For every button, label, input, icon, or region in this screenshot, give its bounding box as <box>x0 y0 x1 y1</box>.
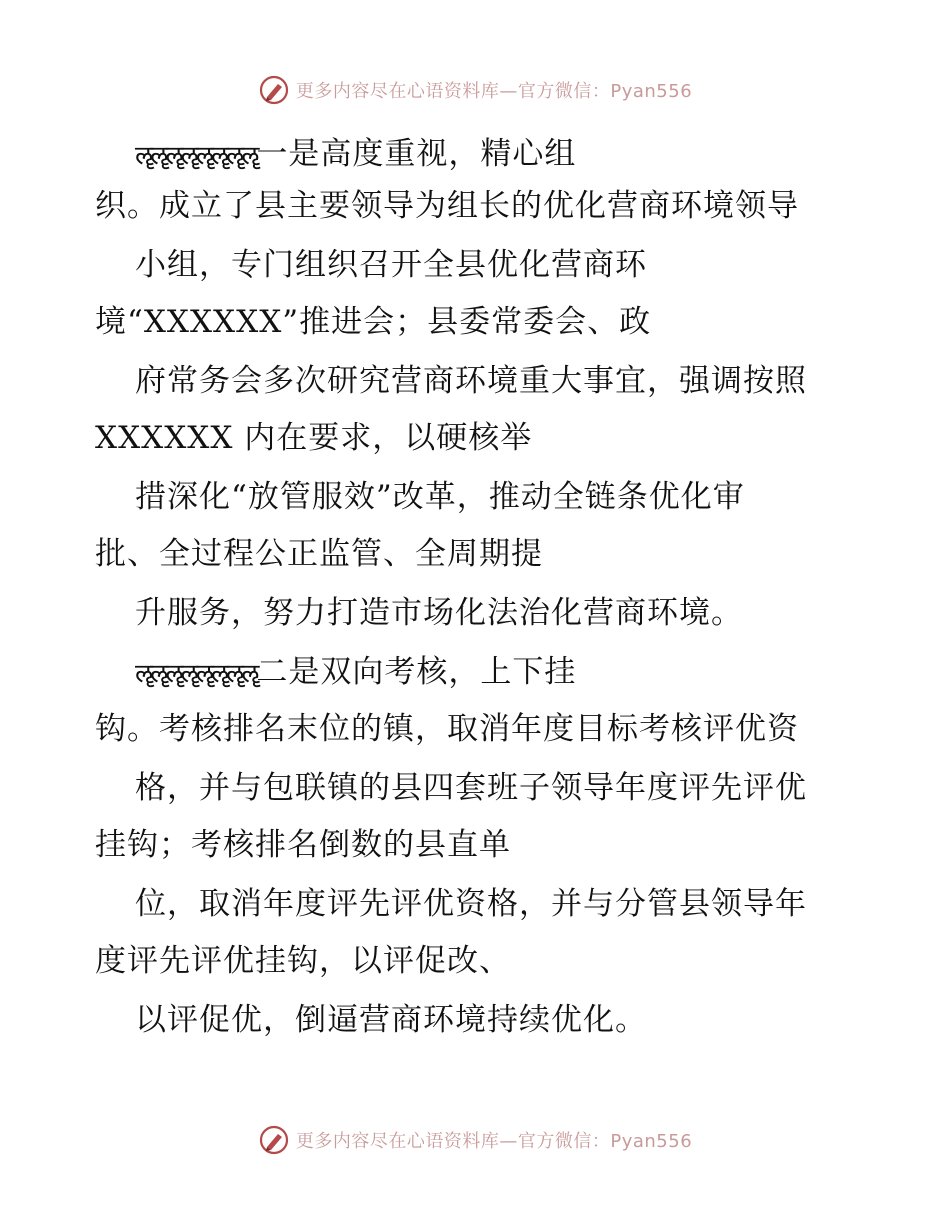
banner-text <box>296 1127 692 1153</box>
banner-separator: — <box>499 81 518 102</box>
text-line: 小组，专门组织召开全县优化营商环 <box>135 247 647 283</box>
text-line: 挂钩；考核排名倒数的县直单 <box>95 827 511 863</box>
banner-main-text: 更多内容尽在心语资料库 <box>295 1131 500 1152</box>
pen-logo-icon <box>258 1124 290 1156</box>
text-line: 府常务会多次研究营商环境重大事宜，强调按照 <box>135 363 807 399</box>
text-line: 织。成立了县主要领导为组长的优化营商环境领导 <box>95 188 799 224</box>
banner-main-text: 更多内容尽在心语资料库 <box>295 81 500 102</box>
header-banner <box>0 70 950 110</box>
banner-wechat-text: 官方微信：Pyan556 <box>517 1131 693 1152</box>
paragraph-2-line-1 <box>135 646 576 700</box>
text-line: 位，取消年度评先评优资格，并与分管县领导年 <box>135 886 807 922</box>
text-line: 钩。考核排名末位的镇，取消年度目标考核评优资 <box>95 711 799 747</box>
text-line: 境“XXXXXX”推进会；县委常委会、政 <box>95 304 652 340</box>
footer-banner <box>0 1120 950 1160</box>
text-line: 一是高度重视，精心组 <box>256 136 577 172</box>
text-line: 度评先评优挂钩，以评促改、 <box>95 943 511 979</box>
banner-text <box>296 77 692 103</box>
text-line: XXXXXX 内在要求，以硬核举 <box>95 420 533 456</box>
paragraph-1-line-1 <box>135 128 576 182</box>
text-line: 升服务，努力打造市场化法治化营商环境。 <box>135 595 743 631</box>
text-line: 以评促优，倒逼营商环境持续优化。 <box>135 1002 647 1038</box>
banner-wechat-text: 官方微信：Pyan556 <box>517 81 693 102</box>
text-line: 二是双向考核，上下挂 <box>256 654 577 690</box>
text-line: 格，并与包联镇的县四套班子领导年度评先评优 <box>135 770 807 806</box>
ornament-decoration: ॡॡॡॡॡॡॡॡ <box>135 659 257 689</box>
banner-separator: — <box>499 1131 518 1152</box>
text-line: 批、全过程公正监管、全周期提 <box>95 536 543 572</box>
pen-logo-icon <box>258 74 290 106</box>
text-line: 措深化“放管服效”改革，推动全链条优化审 <box>135 479 745 515</box>
ornament-decoration: ॡॡॡॡॡॡॡॡ <box>135 141 257 171</box>
